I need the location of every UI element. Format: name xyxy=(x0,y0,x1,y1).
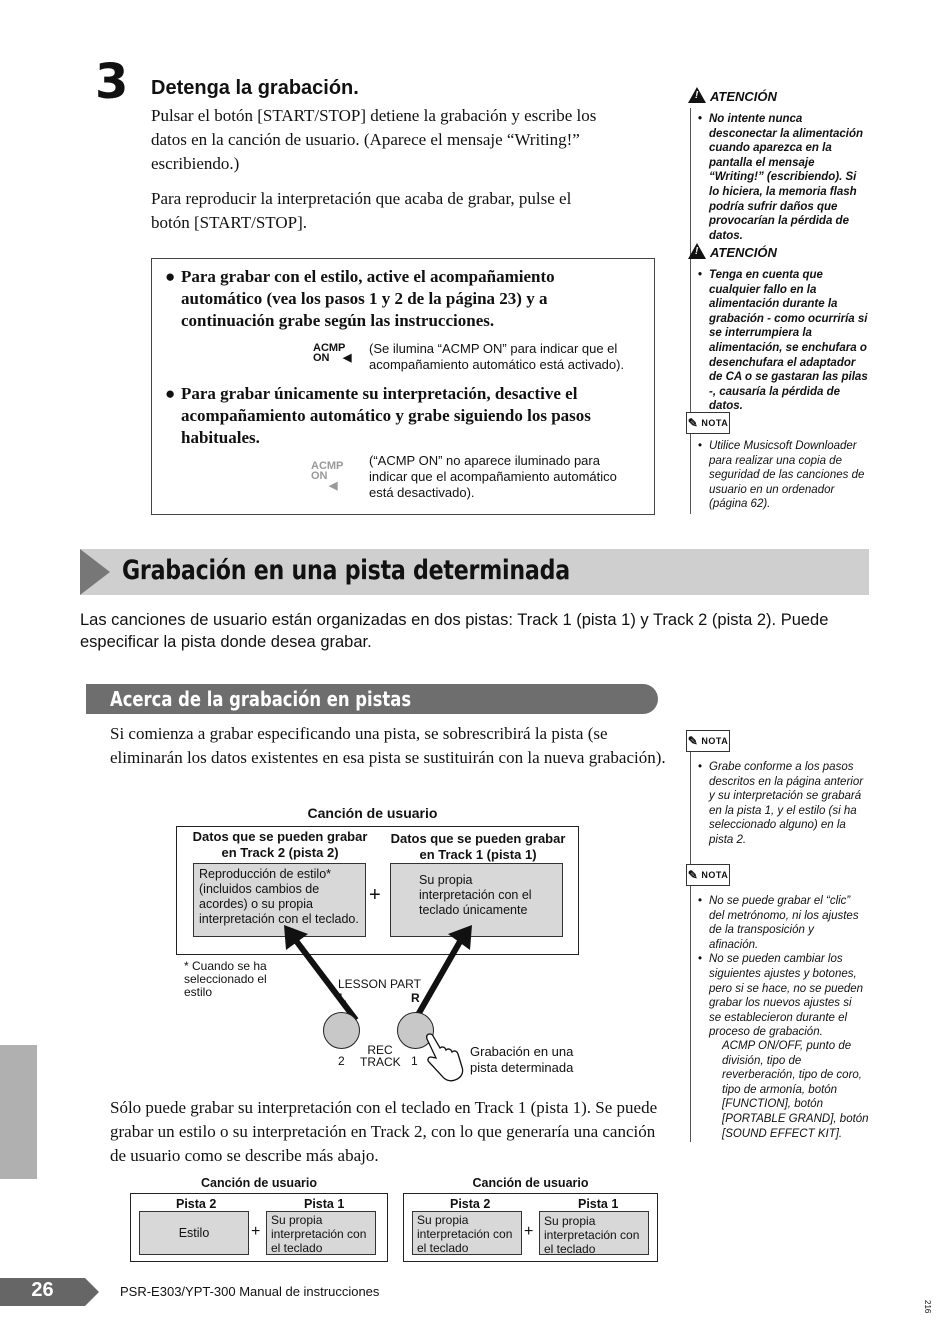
track1-number: 1 xyxy=(411,1054,418,1068)
bullet-without-style-text: Para grabar únicamente su interpretación, desactive el acompañamiento automático y grabe siguiendo los pasos habituales. xyxy=(181,384,591,447)
example2-plus: + xyxy=(524,1223,534,1240)
nota-list-3 xyxy=(698,894,866,1040)
acmp-label: ACMP xyxy=(313,342,346,354)
track2-number: 2 xyxy=(338,1054,345,1068)
nota-badge-3: ✎ NOTA xyxy=(686,864,730,886)
arrow-right-shaft xyxy=(415,938,462,1020)
page-number: 26 xyxy=(31,1279,54,1301)
side-divider xyxy=(690,108,691,514)
manual-title: PSR-E303/YPT-300 Manual de instrucciones xyxy=(120,1284,380,1299)
example1-pista2: Pista 2 xyxy=(176,1197,217,1211)
bullet-dot-icon: ● xyxy=(165,267,176,286)
track2-button[interactable] xyxy=(323,1012,360,1049)
acmp-label: ACMP xyxy=(311,460,344,472)
example1-track1-box: Su propia interpretación con el teclado xyxy=(266,1211,376,1255)
diagram-footnote: * Cuando se ha seleccionado el estilo xyxy=(184,959,267,999)
section-intro: Las canciones de usuario están organizadas en dos pistas: Track 1 (pista 1) y Track 2 (pista 2). Puede especificar la pista donde desea grabar. xyxy=(80,611,829,651)
subsection-paragraph-2: Sólo puede grabar su interpretación con el teclado en Track 1 (pista 1). Se puede grabar un estilo o su interpretación en Track 2, con lo que generaría una canción de usuario como se describe más abajo. xyxy=(110,1098,658,1165)
atencion-title: ATENCIÓN xyxy=(710,89,777,104)
track-label: TRACK xyxy=(360,1055,401,1069)
step-paragraph-1: Pulsar el botón [START/STOP] detiene la grabación y escribe los datos en la canción de usuario. (Aparece el mensaje “Writing!” escribiendo.) xyxy=(151,106,597,173)
lesson-l-label: L xyxy=(339,991,347,1005)
triangle-left-icon: ◀ xyxy=(329,480,338,492)
subsection-paragraph-1: Si comienza a grabar especificando una pista, se sobrescribirá la pista (se eliminarán los datos existentes en esa pista se sustituirán con la nueva grabación). xyxy=(110,724,666,767)
rec-label: REC xyxy=(367,1043,393,1057)
example2-pista2: Pista 2 xyxy=(450,1197,491,1211)
atencion-list-1 xyxy=(698,112,868,243)
example1-plus: + xyxy=(251,1223,261,1240)
example2-track2-box: Su propia interpretación con el teclado xyxy=(412,1211,522,1255)
nota-list-2 xyxy=(698,760,866,848)
nota-badge-2: ✎ NOTA xyxy=(686,730,730,752)
atencion-heading-1 xyxy=(688,87,777,104)
acmp-on-label: ON xyxy=(313,352,330,364)
diagram-caption: Grabación en una pista determinada xyxy=(470,1044,574,1075)
atencion-item: • No intente nunca desconectar la alimentación cuando aparezca en la pantalla el mensaje “Writing!” (escribiendo). Si lo hiciera, la memoria flash podría sufrir daños que provocarían la pérdida de datos. xyxy=(698,112,868,243)
diagram-title: Canción de usuario xyxy=(307,805,438,821)
subsection-title: Acerca de la grabación en pistas xyxy=(110,687,412,711)
chapter-side-tab xyxy=(0,1045,37,1179)
example1-track2-box: Estilo xyxy=(139,1211,249,1255)
lesson-r-label: R xyxy=(411,991,420,1005)
atencion-item: • Tenga en cuenta que cualquier fallo en la alimentación durante la grabación - como ocurriría si se interrumpiera la alimentación, se enchufara o desenchufara el adaptador de CA o se gastaran las pilas -, causaría la pérdida de datos. xyxy=(698,268,868,414)
bullet-without-style xyxy=(165,383,635,449)
atencion-heading-2 xyxy=(688,243,777,260)
step-title: Detenga la grabación. xyxy=(151,77,359,99)
nota-item: • No se pueden cambiar los siguientes ajustes y botones, pero si se hace, no se pueden grabar los nuevos ajustes si se establecieron durante el proceso de grabación. xyxy=(698,952,866,1040)
section-arrow-icon xyxy=(80,549,110,595)
nota-item: • Grabe conforme a los pasos descritos en la página anterior y su interpretación se grabará en la pista 1, y el estilo (si ha seleccionado alguno) en la pista 2. xyxy=(698,760,866,848)
warning-icon xyxy=(688,243,706,259)
example2-pista1: Pista 1 xyxy=(578,1197,619,1211)
plus-sign: + xyxy=(369,884,381,906)
triangle-left-icon: ◀ xyxy=(343,352,352,364)
example2-title: Canción de usuario xyxy=(472,1176,589,1190)
arrows-diagram xyxy=(270,920,490,1030)
acmp-on-label: ON xyxy=(311,470,328,482)
bullet-dot-icon: ● xyxy=(165,384,176,403)
page-number-arrow xyxy=(85,1278,99,1306)
nota-item: • Utilice Musicsoft Downloader para realizar una copia de seguridad de las canciones de usuario en un ordenador (página 62). xyxy=(698,439,868,512)
warning-icon xyxy=(688,87,706,103)
acmp-off-note: (“ACMP ON” no aparece iluminado para indicar que el acompañamiento automático está desactivado). xyxy=(369,453,617,500)
nota-item: • No se puede grabar el “clic” del metrónomo, ni los ajustes de la transposición y afinación. xyxy=(698,894,866,952)
example2-track1-box: Su propia interpretación con el teclado xyxy=(539,1211,649,1255)
track1-heading: Datos que se pueden grabar en Track 1 (pista 1) xyxy=(390,831,566,862)
pointing-hand-icon xyxy=(422,1030,466,1084)
track2-data-box: Reproducción de estilo* (incluidos cambios de acordes) o su propia interpretación con el teclado. xyxy=(193,863,366,937)
track2-heading: Datos que se pueden grabar en Track 2 (pista 2) xyxy=(192,829,368,860)
bullet-with-style xyxy=(165,266,635,332)
lesson-part-label: LESSON PART xyxy=(338,977,421,991)
atencion-title: ATENCIÓN xyxy=(710,245,777,260)
bullet-with-style-text: Para grabar con el estilo, active el acompañamiento automático (vea los pasos 1 y 2 de la página 23) y a continuación grabe según las instrucciones. xyxy=(181,267,555,330)
step-number: 3 xyxy=(95,54,129,110)
track1-data-box: Su propia interpretación con el teclado únicamente xyxy=(390,863,563,937)
acmp-off-indicator xyxy=(311,460,344,492)
example1-title: Canción de usuario xyxy=(201,1176,317,1190)
step-paragraph-2: Para reproducir la interpretación que acaba de grabar, pulse el botón [START/STOP]. xyxy=(151,189,572,232)
atencion-list-2 xyxy=(698,268,868,414)
acmp-on-indicator xyxy=(313,342,352,364)
rec-track-label xyxy=(360,1044,400,1068)
page-code: 216 xyxy=(923,1300,932,1314)
nota-list-1 xyxy=(698,439,868,512)
example1-pista1: Pista 1 xyxy=(304,1197,345,1211)
side-divider-2 xyxy=(690,745,691,1142)
nota-detail: ACMP ON/OFF, punto de división, tipo de reverberación, tipo de coro, tipo de armonía, botón [FUNCTION], botón [PORTABLE GRAND], botón [SOUND EFFECT KIT]. xyxy=(722,1040,869,1140)
section-title: Grabación en una pista determinada xyxy=(122,555,570,586)
nota-badge-1: ✎ NOTA xyxy=(686,412,730,434)
acmp-on-note: (Se ilumina “ACMP ON” para indicar que el acompañamiento automático está activado). xyxy=(369,341,625,372)
arrow-left-head xyxy=(284,925,308,950)
